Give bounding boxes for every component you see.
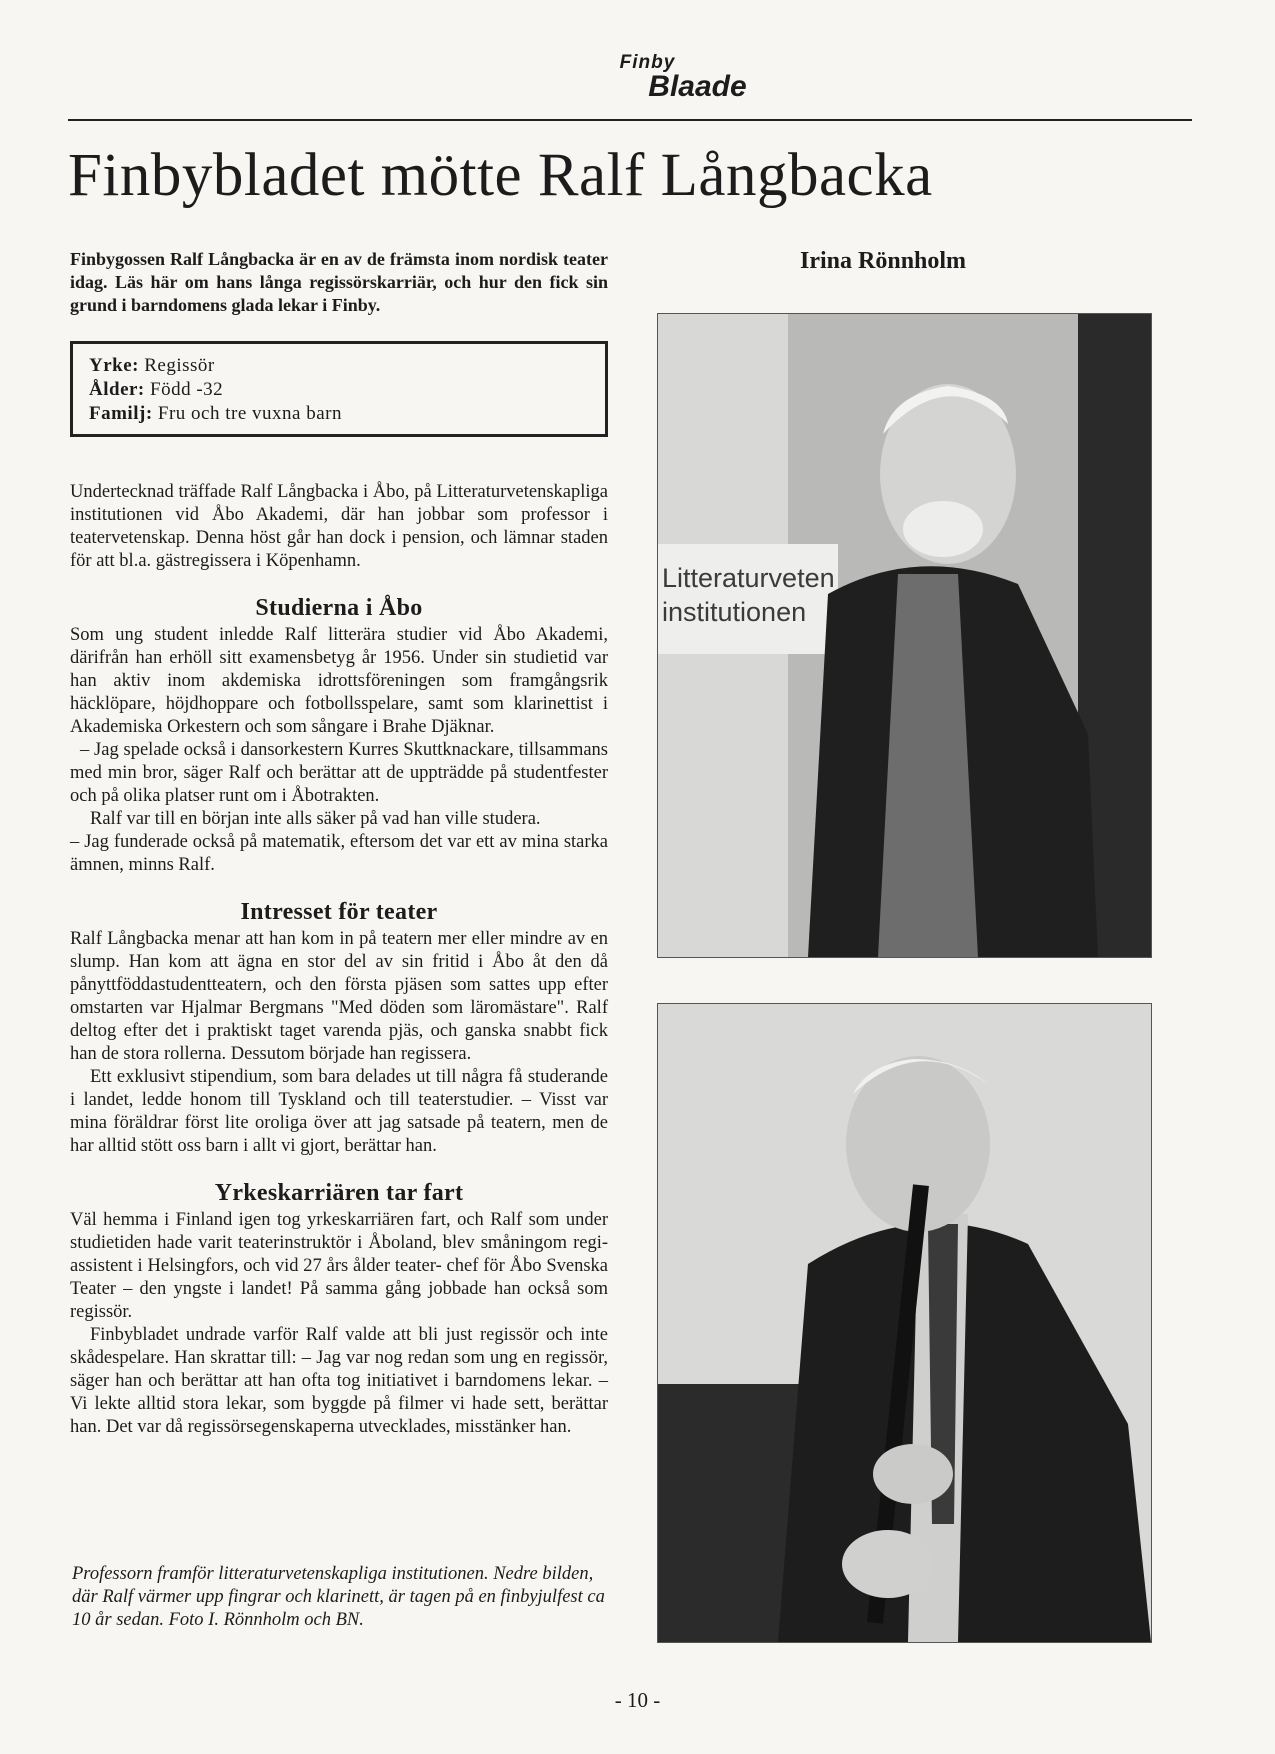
body-paragraph: Ralf var till en början inte alls säker på vad han ville studera. (90, 809, 541, 829)
body-paragraph: Ralf Långbacka menar att han kom in på teatern mer eller mindre av en slump. Han kom att ägna en stor del av sin fritid i Åbo åt den då pånyttföddastudentteatern, och den första pjäsen som sattes upp efter omstarten var Hjalmar Bergmans "Med döden som läromästare". Ralf deltog efter det i praktiskt taget varenda pjäs, och ganska snabbt fick han de stora rollerna. Dessutom började han regissera. (70, 929, 608, 1064)
factbox-row-alder (89, 378, 593, 402)
factbox-value: Fru och tre vuxna barn (152, 403, 342, 424)
intro-paragraph: Undertecknad träffade Ralf Långbacka i Åbo, på Litteraturvetenskapliga institutionen vid Åbo Akademi, där han jobbar som professor i teatervetenskap. Denna höst går han dock i pension, och lämnar staden för att bl.a. gästregissera i Köpenhamn. (70, 482, 608, 571)
factbox-label: Familj: (89, 403, 153, 424)
left-column (70, 248, 608, 1439)
factbox-label: Yrke: (89, 355, 139, 376)
factbox-row-yrke (89, 354, 593, 378)
body-paragraph: – Jag spelade också i dansorkestern Kurres Skuttknackare, tillsammans med min bror, säger Ralf och berättar att de uppträdde på studentfester och på olika platser runt om i Åbotrakten. (70, 740, 608, 806)
body-paragraph: – Jag funderade också på matematik, eftersom det var ett av mina starka ämnen, minns Ralf. (70, 832, 608, 875)
byline: Irina Rönnholm (800, 248, 967, 274)
masthead-finby: Finby (619, 52, 676, 73)
lead-paragraph: Finbygossen Ralf Långbacka är en av de främsta inom nordisk teater idag. Läs här om hans långa regissörskarriär, och hur den fick sin grund i barndomens glada lekar i Finby. (70, 249, 608, 315)
page-number: - 10 - (614, 1688, 661, 1712)
factbox-value: Regissör (138, 355, 215, 376)
factbox (70, 341, 608, 437)
body-paragraph: Som ung student inledde Ralf litterära studier vid Åbo Akademi, därifrån han erhöll sitt examensbetyg år 1956. Under sin studietid var han aktiv inom akdemiska idrottsföreningen som framgångsrik häcklöpare, höjdhoppare och fotbollsspelare, samt som klarinettist i Akademiska Orkestern och som sångare i Brahe Djäknar. (70, 625, 608, 737)
body-paragraph: Väl hemma i Finland igen tog yrkeskarriären fart, och Ralf som under studietiden hade varit teaterinstruktör i Åboland, blev småningom regi-assistent i Helsingfors, och vid 27 års ålder teater- chef för Åbo Svenska Teater – den yngste i landet! På samma gång jobbade han också som regissör. (70, 1210, 608, 1322)
body-paragraph: Ett exklusivt stipendium, som bara delades ut till några få studerande i landet, ledde honom till Tyskland och till teaterstudier. – Visst var mina föräldrar först lite oroliga över att jag satsade på teatern, men de har alltid stött oss barn i allt vi gjort, berättar han. (70, 1067, 608, 1156)
factbox-value: Född -32 (144, 379, 224, 400)
section-heading: Intresset för teater (240, 899, 438, 925)
body-paragraph: Finbybladet undrade varför Ralf valde att bli just regissör och inte skådespelare. Han skrattar till: – Jag var nog redan som ung en regissör, säger han och berättar att han ofta tog initiativet i barndomens lekar. – Vi lekte alltid stora lekar, som byggde på filmer vi hade sett, berättar han. Det var då regissörsegenskaperna utvecklades, misstänker han. (70, 1325, 608, 1437)
sign-line-2: institutionen (662, 597, 807, 627)
section-heading: Studierna i Åbo (255, 595, 423, 621)
photo-professor-image (658, 314, 1151, 957)
factbox-row-familj (89, 402, 593, 426)
photo-clarinet (657, 1003, 1152, 1643)
sign-line-1: Litteraturveten (662, 563, 835, 593)
photo-caption: Professorn framför litteraturvetenskapliga institutionen. Nedre bilden, där Ralf värmer upp fingrar och klarinett, är tagen på en finbyjulfest ca 10 år sedan. Foto I. Rönnholm och BN. (72, 1564, 605, 1630)
photo-professor (657, 313, 1152, 958)
masthead-blaade: Blaade (648, 70, 747, 103)
masthead (0, 52, 1275, 104)
section-heading: Yrkeskarriären tar fart (214, 1180, 464, 1206)
headline: Finbybladet mötte Ralf Långbacka (68, 142, 933, 209)
factbox-label: Ålder: (89, 379, 145, 400)
photo-clarinet-image (658, 1004, 1151, 1642)
header-rule (68, 119, 1192, 121)
